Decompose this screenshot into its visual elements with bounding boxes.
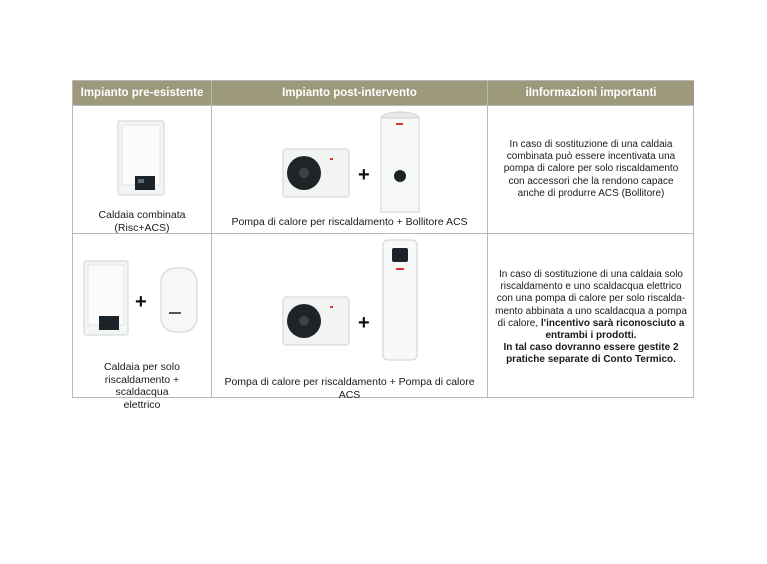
- row1-info-cell: [488, 106, 694, 233]
- row2-info-bold-practices: In tal caso dovranno essere gestite 2 pratiche separate di Conto Termico.: [503, 342, 679, 366]
- row2-post-cell: [212, 234, 487, 401]
- row1-post-cell: [212, 106, 487, 233]
- row2-pre-cell: [73, 234, 211, 411]
- plus-sign: +: [358, 164, 370, 186]
- header-pre-existing: Impianto pre-esistente: [73, 81, 211, 105]
- row1-post-caption: Pompa di calore per riscaldamento + Bollitore ACS: [231, 216, 468, 228]
- hot-water-tank-image: [379, 110, 421, 216]
- plus-sign: +: [135, 291, 147, 313]
- boiler-image: [83, 260, 131, 340]
- row2-info-text: [494, 269, 688, 367]
- electric-water-heater-image: [159, 264, 199, 336]
- row1-pre-caption: Caldaia combinata (Risc+ACS): [98, 209, 186, 234]
- row2-post-caption: Pompa di calore per riscaldamento + Pompa di calore ACS: [224, 376, 475, 401]
- combi-boiler-image: [117, 120, 167, 200]
- row1-info-text: In caso di sostituzione di una caldaia combinata può essere incentivata una pompa di calore per solo riscaldamento con accessori che la rendono capace anche di produrre ACS (Bollitore): [503, 139, 679, 199]
- header-important-info: iInformazioni importanti: [488, 81, 694, 105]
- plus-sign: +: [358, 312, 370, 334]
- row2-info-bold-incentive: l'incentivo sarà riconosciuto a entrambi i prodotti.: [540, 317, 685, 342]
- incentive-table: [72, 80, 694, 411]
- row1-pre-cell: [73, 106, 211, 233]
- heat-pump-water-heater-image: [380, 238, 420, 362]
- row2-info-plain: In caso di sostituzione di una caldaia solo riscaldamento e uno scaldacqua elettrico con una pompa di calore per solo riscalda-mento abbinata a uno scaldacqua a pompa di calore,: [495, 269, 687, 329]
- heat-pump-outdoor-unit-image: [282, 296, 352, 348]
- heat-pump-outdoor-unit-image: [282, 148, 352, 200]
- row2-pre-caption: Caldaia per solo riscaldamento + scaldacqua elettrico: [104, 361, 180, 411]
- header-post-intervention: Impianto post-intervento: [212, 81, 487, 105]
- row2-info-cell: [488, 234, 694, 398]
